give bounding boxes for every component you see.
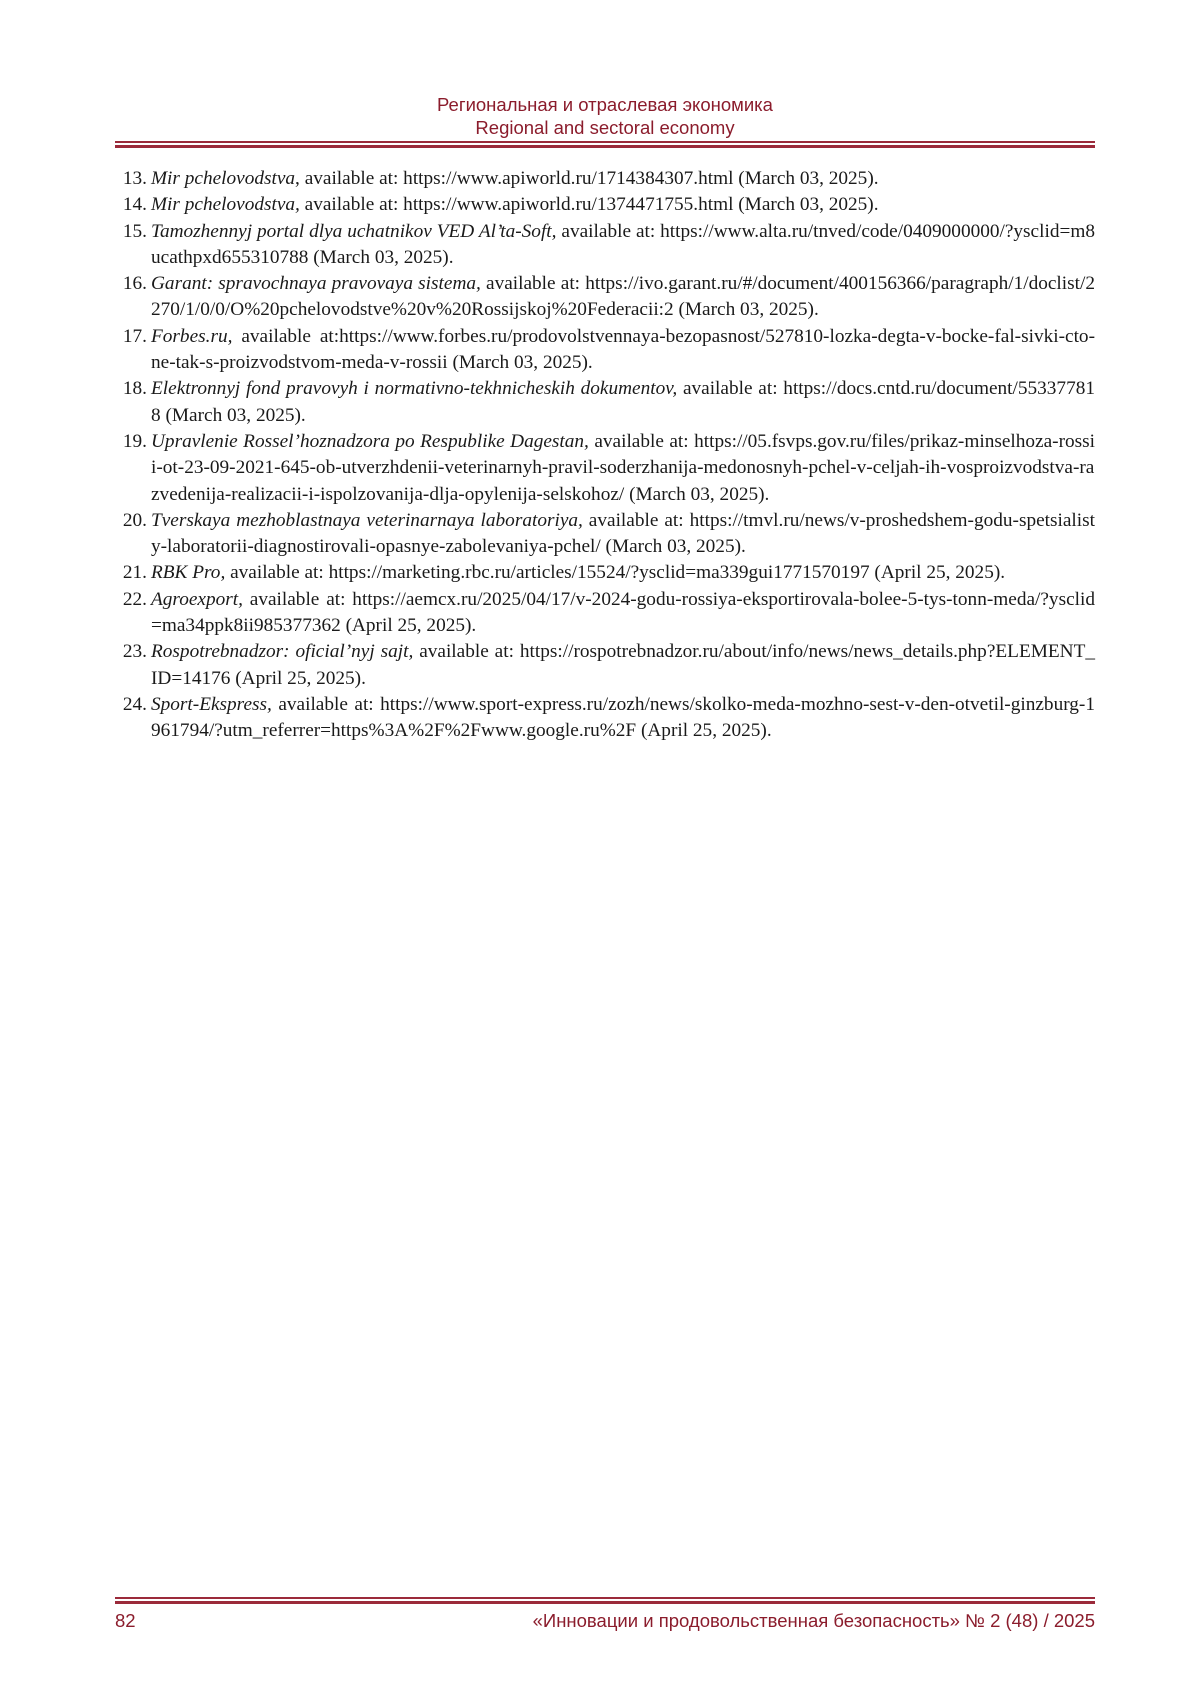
journal-citation: «Инновации и продовольственная безопасность» № 2 (48) / 2025 bbox=[532, 1610, 1095, 1631]
reference-item bbox=[115, 192, 1095, 218]
header-rule-thick bbox=[115, 145, 1095, 148]
reference-title: Forbes.ru, bbox=[151, 325, 233, 347]
header-title-ru: Региональная и отраслевая экономика bbox=[437, 94, 773, 115]
reference-item bbox=[115, 508, 1095, 561]
reference-number: 16. bbox=[122, 273, 147, 295]
reference-details: available at: https://tmvl.ru/news/v-proshedshem-godu-spetsialisty-laboratorii-diagnostirovali-opasnye-zabolevaniya-pchel/ (March 03, 2025). bbox=[151, 509, 1095, 558]
reference-title: Tverskaya mezhoblastnaya veterinarnaya laboratoriya, bbox=[151, 509, 583, 531]
reference-item bbox=[115, 219, 1095, 272]
reference-number: 19. bbox=[122, 430, 147, 452]
reference-number: 13. bbox=[122, 168, 147, 189]
reference-number: 23. bbox=[122, 641, 147, 663]
reference-item bbox=[115, 376, 1095, 429]
reference-number: 22. bbox=[122, 588, 147, 610]
reference-number: 24. bbox=[122, 693, 147, 715]
reference-item bbox=[115, 166, 1095, 192]
footer-rule-thin bbox=[115, 1597, 1095, 1599]
reference-item bbox=[115, 560, 1095, 586]
reference-details: available at:https://www.forbes.ru/prodovolstvennaya-bezopasnost/527810-lozka-degta-v-bocke-fal-sivki-cto-ne-tak-s-proizvodstvom-meda-v-rossii (March 03, 2025). bbox=[151, 325, 1095, 374]
reference-item bbox=[115, 271, 1095, 324]
reference-details: available at: https://www.apiworld.ru/1374471755.html (March 03, 2025). bbox=[299, 194, 879, 216]
reference-title: Mir pchelovodstva, bbox=[151, 194, 300, 216]
header-title-en: Regional and sectoral economy bbox=[475, 117, 735, 138]
reference-title: Upravlenie Rossel’hoznadzora po Respublike Dagestan, bbox=[151, 430, 589, 452]
reference-item bbox=[115, 692, 1095, 745]
reference-item bbox=[115, 639, 1095, 692]
reference-title: Garant: spravochnaya pravovaya sistema, bbox=[151, 273, 481, 295]
reference-title: Elektronnyj fond pravovyh i normativno-tekhnicheskih dokumentov, bbox=[151, 378, 678, 400]
reference-details: available at: https://aemcx.ru/2025/04/17/v-2024-godu-rossiya-eksportirovala-bolee-5-tys-tonn-meda/?ysclid=ma34ppk8ii985377362 (April 25, 2025). bbox=[151, 588, 1095, 637]
reference-details: available at: https://docs.cntd.ru/document/553377818 (March 03, 2025). bbox=[151, 378, 1095, 426]
reference-number: 17. bbox=[122, 325, 147, 347]
reference-item bbox=[115, 429, 1095, 508]
running-header bbox=[115, 93, 1095, 139]
reference-details: available at: https://ivo.garant.ru/#/document/400156366/paragraph/1/doclist/2270/1/0/0/O%20pchelovodstve%20v%20Rossijskoj%20Federacii:2 (March 03, 2025). bbox=[151, 273, 1095, 321]
reference-title: Sport-Ekspress, bbox=[151, 693, 272, 715]
reference-number: 18. bbox=[122, 378, 147, 400]
reference-details: available at: https://05.fsvps.gov.ru/files/prikaz-minselhoza-rossii-ot-23-09-2021-645-ob-utverzhdenii-veterinarnyh-pravil-soderzhanija-medonosnyh-pchel-v-celjah-ih-vosproizvodstva-razvedenija-realizacii-i-ispolzovanija-dlja-opylenija-selskohoz/ (March 03, 2025). bbox=[151, 430, 1096, 505]
reference-title: Tamozhennyj portal dlya uchatnikov VED Al’ta-Soft, bbox=[151, 220, 557, 242]
reference-number: 14. bbox=[122, 194, 147, 216]
reference-details: available at: https://www.alta.ru/tnved/code/0409000000/?ysclid=m8ucathpxd655310788 (March 03, 2025). bbox=[151, 220, 1095, 268]
page-number: 82 bbox=[115, 1610, 136, 1631]
reference-details: available at: https://rospotrebnadzor.ru/about/info/news/news_details.php?ELEMENT_ID=14176 (April 25, 2025). bbox=[151, 641, 1095, 689]
footer-rule-thick bbox=[115, 1601, 1095, 1604]
reference-list bbox=[115, 166, 1095, 745]
reference-title: Rospotrebnadzor: oficial’nyj sajt, bbox=[151, 641, 414, 663]
reference-details: available at: https://www.sport-express.ru/zozh/news/skolko-meda-mozhno-sest-v-den-otvetil-ginzburg-1961794/?utm_referrer=https%3A%2F%2Fwww.google.ru%2F (April 25, 2025). bbox=[151, 693, 1095, 742]
reference-item bbox=[115, 587, 1095, 640]
reference-number: 15. bbox=[122, 220, 147, 242]
reference-title: RBK Pro, bbox=[151, 562, 226, 584]
reference-details: , available at: https://www.apiworld.ru/1714384307.html (March 03, 2025). bbox=[295, 168, 879, 189]
reference-details: available at: https://marketing.rbc.ru/articles/15524/?ysclid=ma339gui1771570197 (April 25, 2025). bbox=[225, 562, 1006, 584]
reference-item bbox=[115, 324, 1095, 377]
reference-title: Mir pchelovodstva bbox=[151, 168, 296, 189]
reference-number: 21. bbox=[122, 562, 147, 584]
header-rule-thin bbox=[115, 141, 1095, 143]
reference-number: 20. bbox=[122, 509, 147, 531]
reference-title: Agroexport, bbox=[151, 588, 243, 610]
